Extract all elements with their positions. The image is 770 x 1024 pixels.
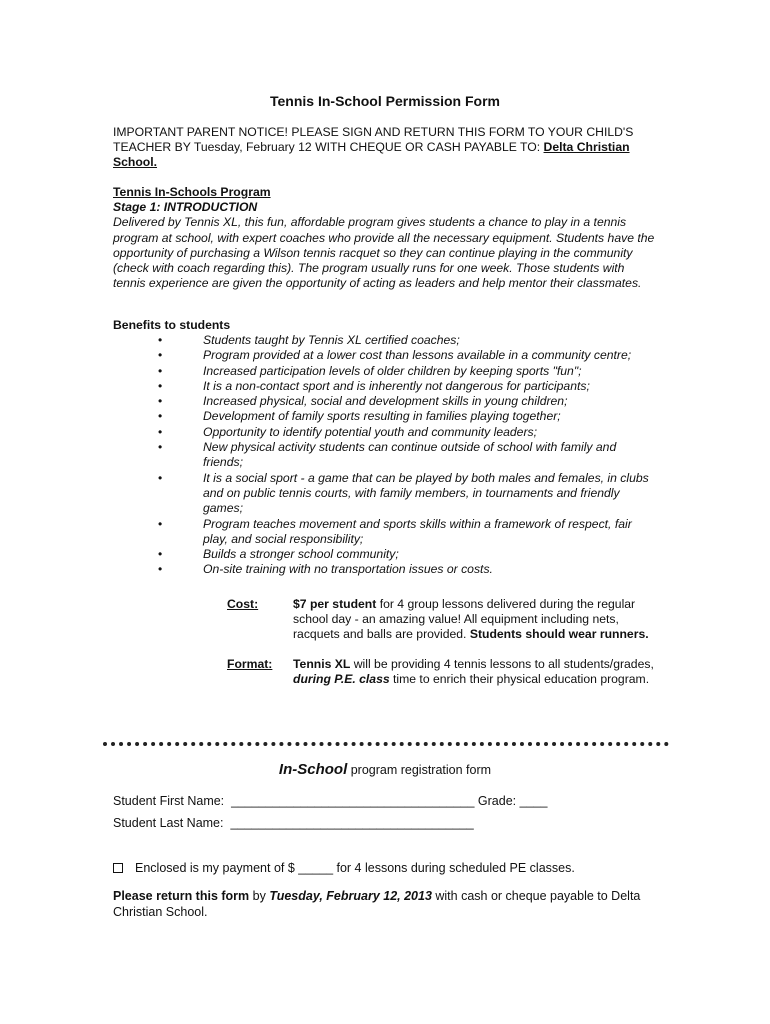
- list-item: • Increased participation levels of older children by keeping sports "fun";: [146, 364, 651, 379]
- program-stage: Stage 1: INTRODUCTION: [113, 200, 258, 215]
- payment-checkbox[interactable]: [113, 863, 123, 873]
- list-item: • On-site training with no transportation issues or costs.: [146, 562, 651, 577]
- list-item: • It is a non-contact sport and is inherently not dangerous for participants;: [146, 379, 651, 394]
- format-during-pe: during P.E. class: [293, 672, 390, 687]
- last-name-field[interactable]: ___________________________________: [230, 816, 474, 830]
- cost-description: [293, 597, 655, 643]
- list-item: • Increased physical, social and development skills in young children;: [146, 394, 651, 409]
- notice-payee: Delta Christian School.: [113, 140, 630, 170]
- cost-runners-note: Students should wear runners.: [469, 627, 649, 642]
- payment-row: [113, 861, 575, 875]
- first-name-field[interactable]: ___________________________________: [231, 794, 475, 808]
- form-title: Tennis In-School Permission Form: [270, 93, 500, 109]
- list-item: • Program teaches movement and sports skills within a framework of respect, fair play, and social responsibility;: [146, 517, 651, 548]
- last-name-label: Student Last Name:: [113, 816, 224, 830]
- benefits-list: [146, 333, 651, 578]
- list-item: • Program provided at a lower cost than lessons available in a community centre;: [146, 348, 651, 363]
- list-item: • It is a social sport - a game that can be played by both males and females, in clubs and on public tennis courts, with family members, in tournaments and friendly games;: [146, 471, 651, 517]
- notice-text: IMPORTANT PARENT NOTICE! PLEASE SIGN AND RETURN THIS FORM TO YOUR CHILD'S TEACHER BY Tuesday, February 12 WITH CHEQUE OR CASH PAYABLE TO:: [113, 125, 634, 155]
- cut-line-divider: [103, 742, 669, 746]
- list-item: • New physical activity students can continue outside of school with family and friends;: [146, 440, 651, 471]
- format-text-1: will be providing 4 tennis lessons to all students/grades,: [350, 657, 654, 671]
- list-item: • Students taught by Tennis XL certified coaches;: [146, 333, 651, 348]
- first-name-row: [113, 794, 547, 808]
- return-instructions: [113, 889, 658, 920]
- list-item: • Builds a stronger school community;: [146, 547, 651, 562]
- registration-title: [0, 761, 770, 778]
- cost-price: $7 per student: [293, 597, 377, 611]
- benefits-heading: Benefits to students: [113, 318, 231, 332]
- format-provider: Tennis XL: [293, 657, 351, 671]
- grade-label: Grade:: [477, 794, 517, 808]
- last-name-row: [113, 816, 474, 830]
- cost-text: for 4 group lessons delivered during the regular school day - an amazing value! All equipment including nets, racquets and balls are provided.: [293, 597, 636, 642]
- list-item: • Opportunity to identify potential youth and community leaders;: [146, 425, 651, 440]
- parent-notice: [113, 125, 658, 171]
- registration-title-rest: program registration form: [347, 763, 492, 777]
- format-text-2: time to enrich their physical education program.: [389, 672, 650, 687]
- return-date: Tuesday, February 12, 2013: [269, 889, 432, 903]
- return-bold: Please return this form: [113, 889, 250, 903]
- program-section: [113, 185, 658, 291]
- first-name-label: Student First Name:: [113, 794, 225, 808]
- return-text-2: with cash or cheque payable to Delta Christian School.: [113, 889, 641, 919]
- program-heading: Tennis In-Schools Program: [113, 185, 271, 199]
- cost-label: Cost:: [227, 597, 259, 611]
- program-description: Delivered by Tennis XL, this fun, affordable program gives students a chance to play in a tennis program at school, with expert coaches who provide all the necessary equipment. Students have the opportunity of purchasing a Wilson tennis racquet so they can continue playing in the community (check with coach regarding this). The program usually runs for one week. Those students with tennis experience are given the opportunity of acting as leaders and help mentor their classmates.: [113, 215, 655, 291]
- grade-field[interactable]: ____: [519, 794, 548, 808]
- format-description: [293, 657, 655, 687]
- registration-title-emph: In-School: [278, 761, 348, 778]
- return-text-1: by: [249, 889, 270, 903]
- payment-text: Enclosed is my payment of $ _____ for 4 lessons during scheduled PE classes.: [135, 861, 575, 875]
- list-item: • Development of family sports resulting in families playing together;: [146, 409, 651, 424]
- format-label: Format:: [227, 657, 273, 671]
